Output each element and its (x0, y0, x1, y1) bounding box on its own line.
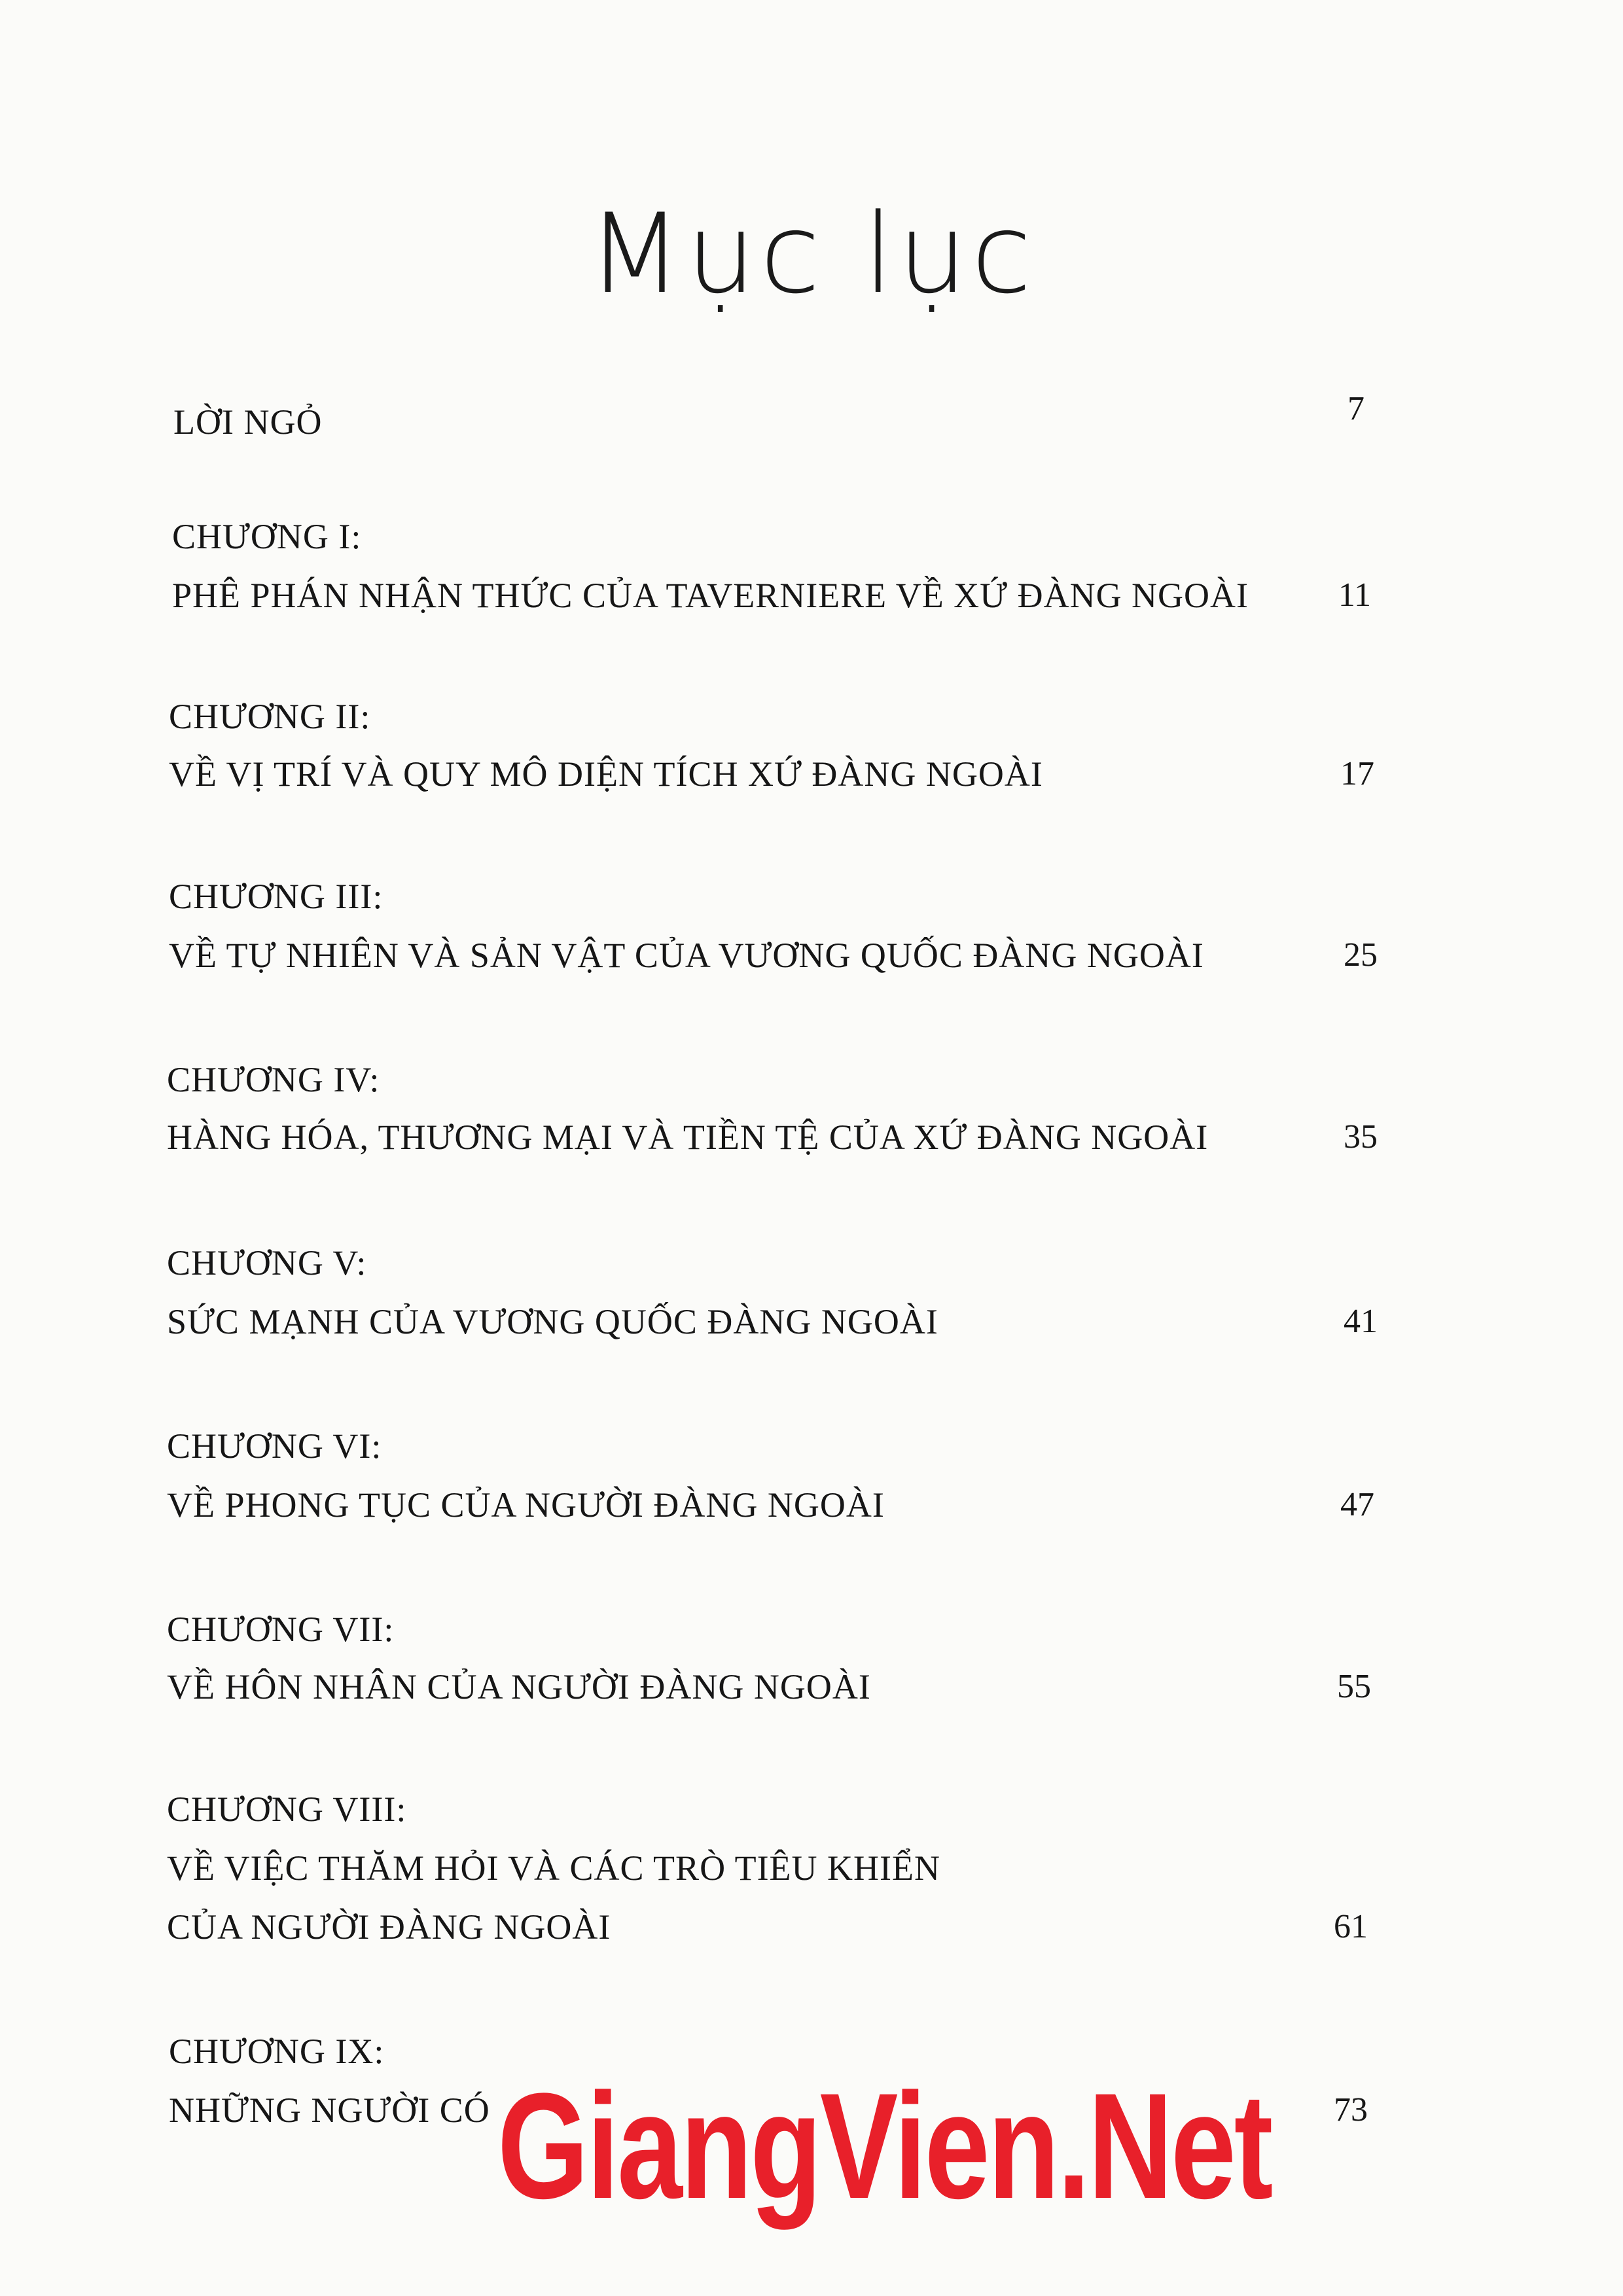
entry-page-number: 73 (1334, 2091, 1368, 2128)
entry-page-number: 7 (1347, 390, 1364, 427)
page-title: Mục lục (587, 190, 1036, 318)
watermark-logo: GiangVien.Net (497, 2062, 1272, 2230)
entry-title: VỀ TỰ NHIÊN VÀ SẢN VẬT CỦA VƯƠNG QUỐC ĐÀNG NGOÀI (169, 936, 1204, 975)
entry-title: SỨC MẠNH CỦA VƯƠNG QUỐC ĐÀNG NGOÀI (167, 1302, 938, 1341)
entry-chapter-label: CHƯƠNG VII: (167, 1610, 395, 1649)
entry-title: VỀ PHONG TỤC CỦA NGƯỜI ĐÀNG NGOÀI (167, 1485, 885, 1525)
entry-page-number: 35 (1344, 1118, 1378, 1156)
entry-chapter-label: CHƯƠNG III: (169, 877, 383, 916)
entry-title: NHỮNG NGƯỜI CÓ (169, 2091, 490, 2130)
entry-page-number: 17 (1340, 755, 1374, 792)
entry-chapter-label: CHƯƠNG IV: (167, 1060, 380, 1099)
entry-page-number: 41 (1344, 1303, 1378, 1340)
entry-title: VỀ HÔN NHÂN CỦA NGƯỜI ĐÀNG NGOÀI (167, 1667, 871, 1706)
entry-page-number: 25 (1344, 936, 1378, 974)
entry-page-number: 47 (1340, 1486, 1374, 1523)
entry-title: LỜI NGỎ (173, 402, 323, 442)
entry-chapter-label: CHƯƠNG II: (169, 697, 371, 736)
entry-chapter-label: CHƯƠNG IX: (169, 2032, 385, 2071)
entry-chapter-label: CHƯƠNG V: (167, 1243, 367, 1282)
entry-page-number: 61 (1334, 1908, 1368, 1945)
entry-title: VỀ VIỆC THĂM HỎI VÀ CÁC TRÒ TIÊU KHIỂN (167, 1848, 940, 1888)
entry-chapter-label: CHƯƠNG VIII: (167, 1790, 407, 1829)
entry-chapter-label: CHƯƠNG VI: (167, 1426, 382, 1466)
entry-title: VỀ VỊ TRÍ VÀ QUY MÔ DIỆN TÍCH XỨ ĐÀNG NGOÀI (169, 754, 1043, 794)
entry-title: HÀNG HÓA, THƯƠNG MẠI VÀ TIỀN TỆ CỦA XỨ ĐÀNG NGOÀI (167, 1118, 1209, 1157)
entry-page-number: 55 (1337, 1668, 1371, 1705)
entry-chapter-label: CHƯƠNG I: (172, 517, 362, 556)
entry-title: PHÊ PHÁN NHẬN THỨC CỦA TAVERNIERE VỀ XỨ ĐÀNG NGOÀI (172, 576, 1249, 615)
entry-page-number: 11 (1338, 576, 1371, 614)
entry-title-continued: CỦA NGƯỜI ĐÀNG NGOÀI (167, 1907, 611, 1947)
